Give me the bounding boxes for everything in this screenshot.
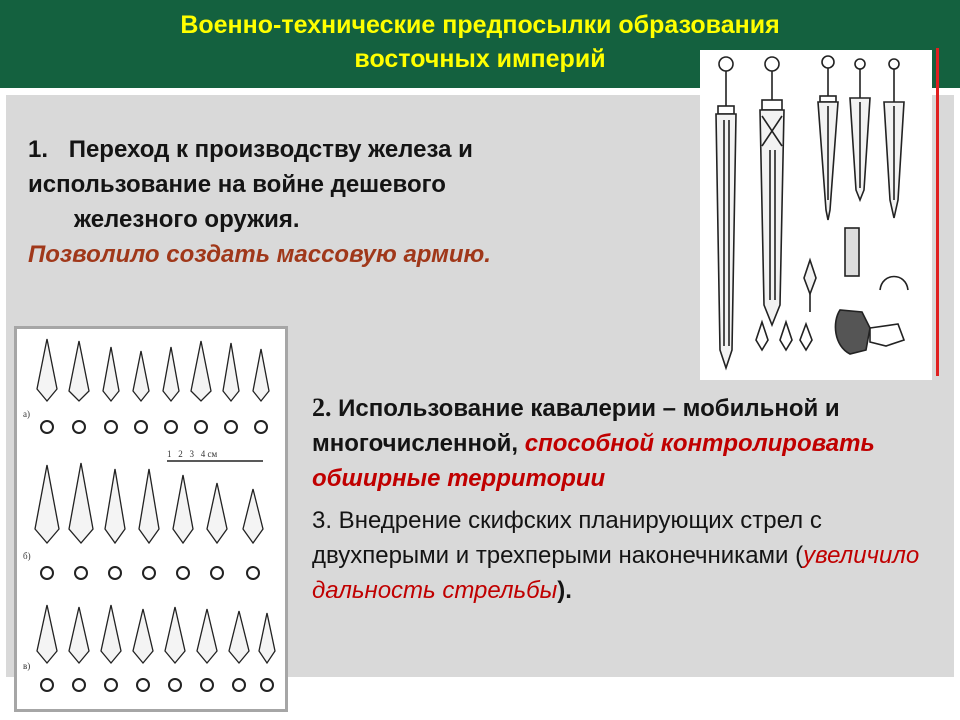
iron-weapons-illustration [700, 50, 932, 380]
point-3-highlight: увеличило дальность стрельбы [312, 542, 920, 604]
point-1 [28, 132, 588, 272]
point-3 [312, 503, 942, 608]
point-2 [312, 390, 942, 496]
point-2-text: Использование кавалерии – мобильной и многочисленной, [312, 395, 840, 457]
weapons-drawing [700, 50, 932, 380]
point-2-highlight: способной контролировать обширные территории [312, 430, 875, 492]
point-3-text: 3. Внедрение скифских планирующих стрел с двухперыми и трехперыми наконечниками ( [312, 507, 822, 569]
point-2-number: 2. [312, 393, 332, 422]
point-1-line3: железного оружия. [74, 206, 300, 233]
point-1-line2: использование на войне дешевого [28, 171, 446, 198]
scythian-arrowheads-illustration [14, 326, 288, 712]
point-1-line1 [28, 132, 588, 167]
row-a-label: а) [23, 409, 30, 419]
arrowheads-drawing [17, 329, 285, 709]
row-c-label: в) [23, 661, 31, 671]
slide-title-line2: восточных империй [354, 45, 606, 73]
point-1-result: Позволило создать массовую армию. [28, 241, 491, 268]
row-b-label: б) [23, 551, 31, 561]
scale-label: 1 2 3 4 см [167, 449, 218, 459]
point-1-text-line1: Переход к производству железа и [68, 136, 473, 163]
point-3-end: ). [557, 577, 572, 604]
slide-title-line1: Военно-технические предпосылки образования [180, 11, 780, 39]
point-1-number: 1. [28, 136, 49, 163]
red-divider-line [936, 48, 939, 376]
